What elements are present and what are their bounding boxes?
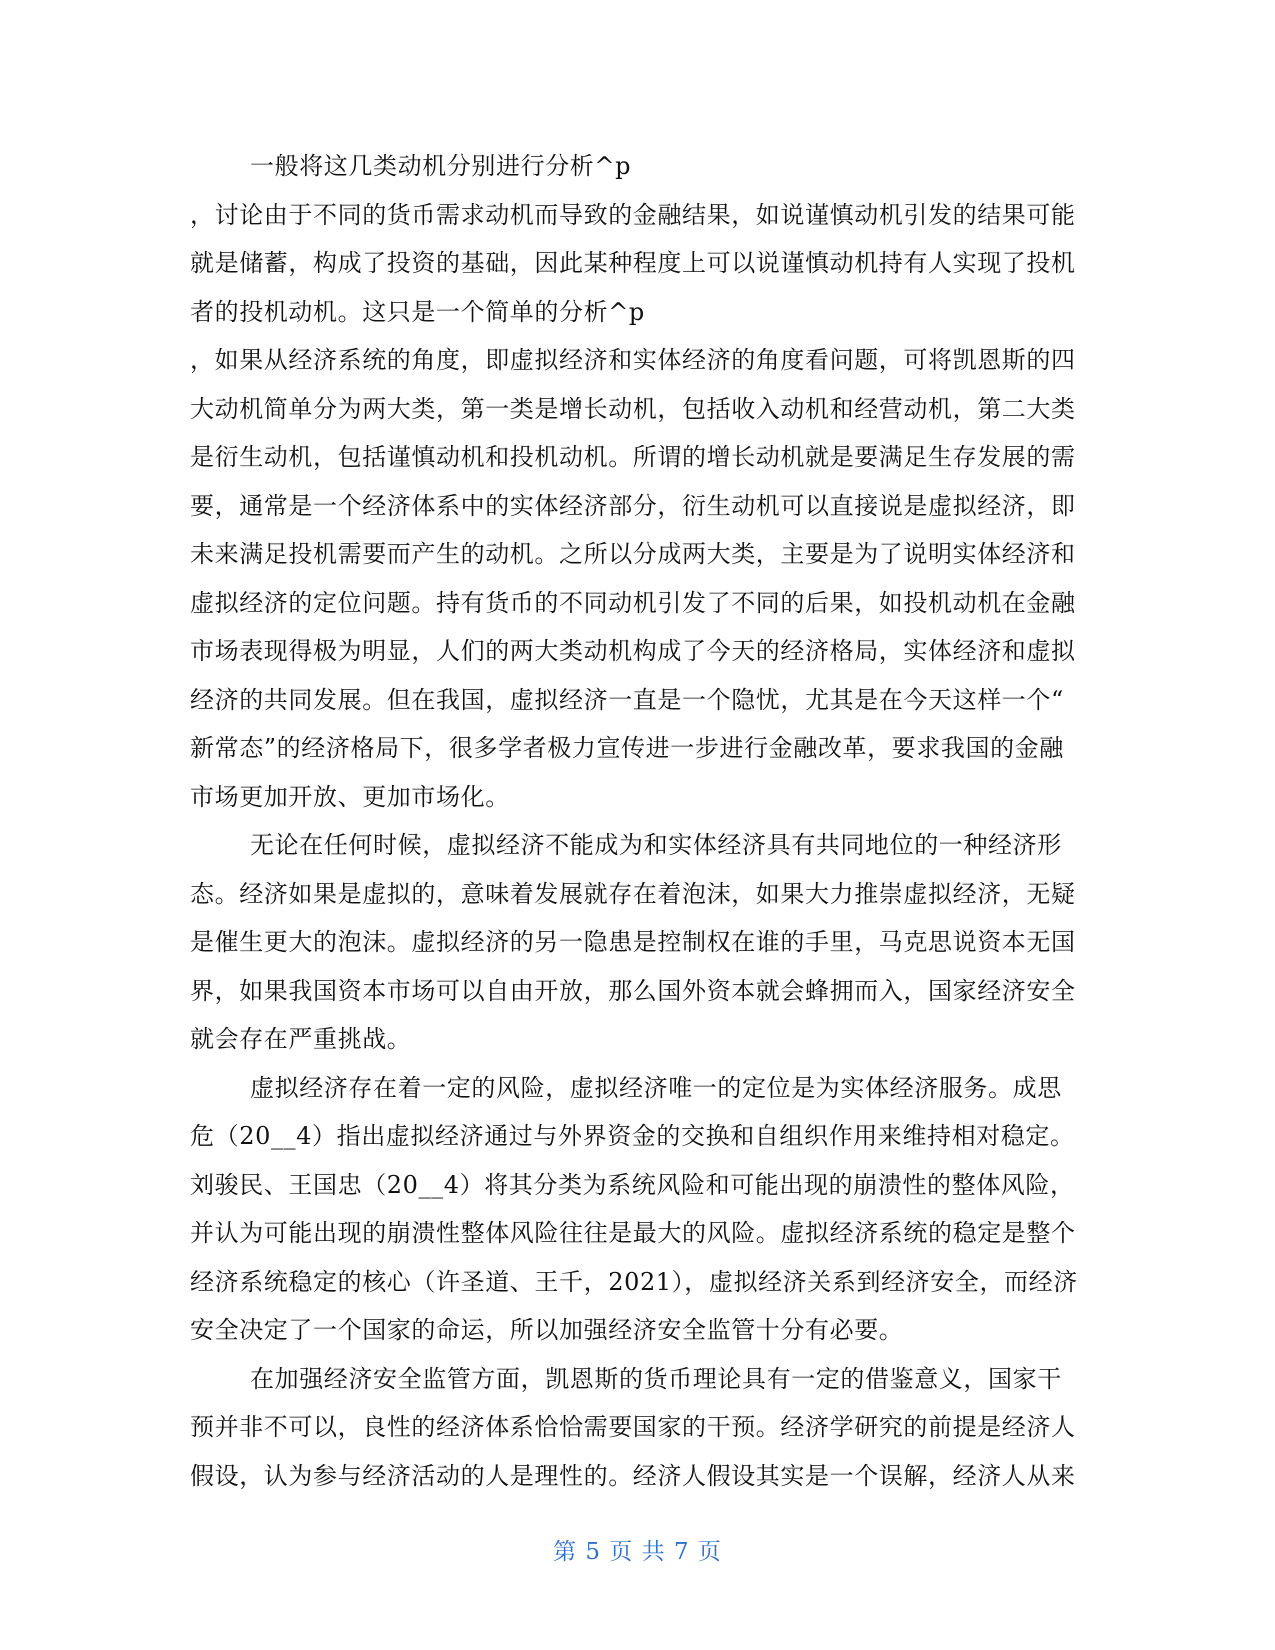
text-line-19: 就会存在严重挑战。 (190, 1025, 412, 1053)
text-line-5: ，如果从经济系统的角度，即虚拟经济和实体经济的角度看问题，可将凯恩斯的四 (190, 346, 1076, 374)
text-line-8: 要，通常是一个经济体系中的实体经济部分，衍生动机可以直接说是虚拟经济，即 (190, 491, 1076, 520)
text-line-20: 虚拟经济存在着一定的风险，虚拟经济唯一的定位是为实体经济服务。成思 (250, 1073, 1062, 1102)
text-line-16: 态。经济如果是虚拟的，意味着发展就存在着泡沫，如果大力推崇虚拟经济，无疑 (190, 879, 1076, 908)
text-line-2: ，讨论由于不同的货币需求动机而导致的金融结果，如说谨慎动机引发的结果可能 (190, 200, 1076, 229)
text-line-13: 新常态”的经济格局下，很多学者极力宣传进一步进行金融改革，要求我国的金融 (190, 734, 1064, 762)
text-line-26: 在加强经济安全监管方面，凯恩斯的货币理论具有一定的借鉴意义，国家干 (250, 1364, 1062, 1393)
document-body (190, 142, 1086, 1500)
text-line-10: 虚拟经济的定位问题。持有货币的不同动机引发了不同的后果，如投机动机在金融 (190, 588, 1076, 617)
text-line-1: 一般将这几类动机分别进行分析^p (250, 152, 632, 180)
text-line-9: 未来满足投机需要而产生的动机。之所以分成两大类，主要是为了说明实体经济和 (190, 540, 1076, 568)
text-line-6: 大动机简单分为两大类，第一类是增长动机，包括收入动机和经营动机，第二大类 (190, 394, 1076, 423)
text-line-17: 是催生更大的泡沫。虚拟经济的另一隐患是控制权在谁的手里，马克思说资本无国 (190, 928, 1076, 956)
text-line-21: 危（20__4）指出虚拟经济通过与外界资金的交换和自组织作用来维持相对稳定。 (190, 1122, 1075, 1150)
text-line-3: 就是储蓄，构成了投资的基础，因此某种程度上可以说谨慎动机持有人实现了投机 (190, 249, 1076, 277)
text-line-7: 是衍生动机，包括谨慎动机和投机动机。所谓的增长动机就是要满足生存发展的需 (190, 443, 1076, 471)
text-line-12: 经济的共同发展。但在我国，虚拟经济一直是一个隐忧，尤其是在今天这样一个“ (190, 685, 1064, 714)
page-footer (0, 1533, 1275, 1566)
text-line-23: 并认为可能出现的崩溃性整体风险往往是最大的风险。虚拟经济系统的稳定是整个 (190, 1219, 1076, 1247)
text-line-25: 安全决定了一个国家的命运，所以加强经济安全监管十分有必要。 (190, 1316, 904, 1344)
text-line-22: 刘骏民、王国忠（20__4）将其分类为系统风险和可能出现的崩溃性的整体风险， (190, 1170, 1075, 1199)
page-number-label: 第 5 页 共 7 页 (553, 1539, 722, 1565)
text-line-28: 假设，认为参与经济活动的人是理性的。经济人假设其实是一个误解，经济人从来 (190, 1461, 1076, 1490)
text-line-15: 无论在任何时候，虚拟经济不能成为和实体经济具有共同地位的一种经济形 (250, 831, 1062, 859)
text-line-18: 界，如果我国资本市场可以自由开放，那么国外资本就会蜂拥而入，国家经济安全 (190, 976, 1076, 1005)
text-line-14: 市场更加开放、更加市场化。 (190, 782, 510, 811)
text-line-27: 预并非不可以，良性的经济体系恰恰需要国家的干预。经济学研究的前提是经济人 (190, 1413, 1076, 1441)
text-line-11: 市场表现得极为明显，人们的两大类动机构成了今天的经济格局，实体经济和虚拟 (190, 637, 1076, 665)
text-line-4: 者的投机动机。这只是一个简单的分析^p (190, 297, 645, 326)
text-line-24: 经济系统稳定的核心（许圣道、王千，2021），虚拟经济关系到经济安全，而经济 (190, 1267, 1078, 1296)
